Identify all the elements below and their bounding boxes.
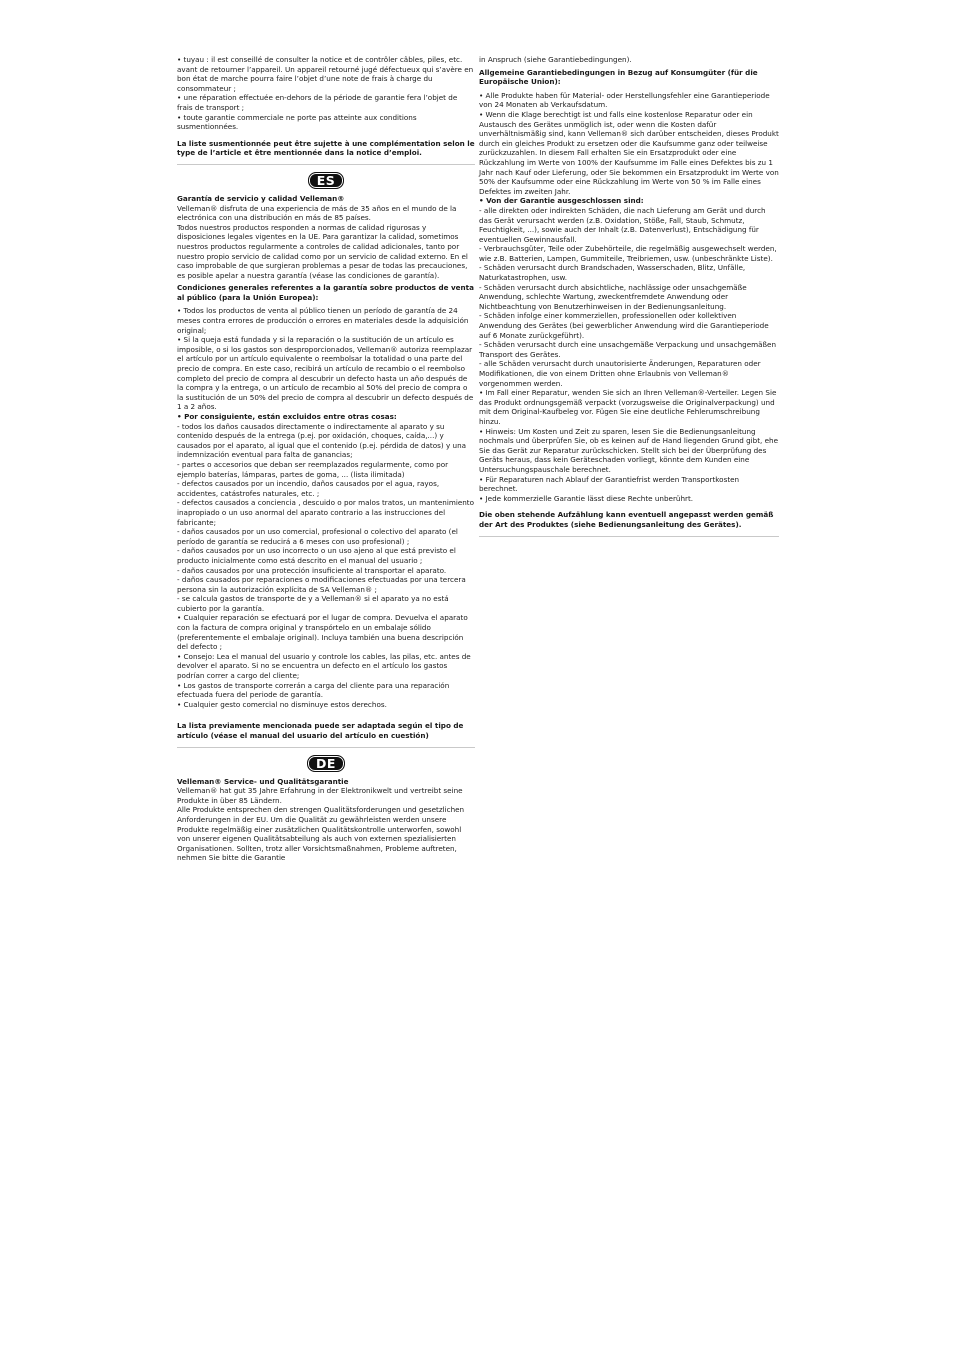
list-item: - Schäden verursacht durch Brandschaden, Wasserschaden, Blitz, Unfälle, Naturkatastrophen, usw.: [479, 263, 746, 283]
list-item: - Schäden verursacht durch absichtliche, nachlässige oder unsachgemäße Anwendung, schlechte Wartung, zweckentfremdete Anwendung oder Nichtbeachtung von Benutzerhinweisen in der Bedienungsanleitung.: [479, 282, 747, 311]
list-item: - alle direkten oder indirekten Schäden, die nach Lieferung am Gerät und durch das Gerät verursacht werden (z.B. Oxidation, Stöße, Fall, Staub, Schmutz, Feuchtigkeit, ...), sowie auch der Inhalt (z.B. Datenverlust), Entschädigung für eventuellen Gewinnausfall.: [479, 205, 766, 244]
list-item: • Si la queja está fundada y si la reparación o la sustitución de un artículo es imposible, o si los gastos son desproporcionados, Velleman® autoriza reemplazar el artículo por un artículo equivalente o reembolsar la totalidad o una parte del precio de compra. En este caso, recibirá un artículo de recambio o el reembolso completo del precio de compra al descubrir un defecto hasta un año después de la compra y la entrega, o un artículo de recambio al 50% del precio de compra o la sustitución de un 50% del precio de compra al descubrir un defecto después de 1 a 2 años.: [177, 335, 474, 412]
list-item: • Wenn die Klage berechtigt ist und falls eine kostenlose Reparatur oder ein Austausch des Gerätes unmöglich ist, oder wenn die Kosten dafür unverhältnismäßig sind, kann Velleman® sich darüber entscheiden, dieses Produkt durch ein gleiches Produkt zu ersetzen oder die Kaufsumme ganz oder teilweise zurückzuzahlen. In diesem Fall erhalten Sie ein Ersatzprodukt oder eine Rückzahlung im Werte von 100% der Kaufsumme im Falle eines Defektes bis zu 1 Jahr nach Kauf oder Lieferung, oder Sie bekommen ein Ersatzprodukt im Werte von 50% der Kaufsumme oder eine Rückzahlung im Werte von 50 % im Falle eines Defektes im zweiten Jahr.: [479, 109, 779, 196]
es-excluded-title: • Por consiguiente, están excluidos entre otras cosas:: [177, 412, 397, 421]
list-item: • Im Fall einer Reparatur, wenden Sie sich an Ihren Velleman®-Verteiler. Legen Sie das Produkt ordnungsgemäß verpackt (vorzugsweise die Originalverpackung) und mit dem Original-Kaufbeleg vor. Fügen Sie eine deutliche Fehlerumschreibung hinzu.: [479, 388, 777, 426]
section-divider: [479, 536, 779, 537]
list-item: • Für Reparaturen nach Ablauf der Garantiefrist werden Transportkosten berechnet.: [479, 474, 740, 494]
es-excluded-list: [177, 422, 475, 710]
list-item: • Cualquier gesto comercial no disminuye estos derechos.: [177, 699, 387, 709]
list-item: - alle Schäden verursacht durch unautorisierte Änderungen, Reparaturen oder Modifikationen, die von einem Dritten ohne Erlaubnis von Velleman® vorgenommen werden.: [479, 359, 761, 388]
list-item: • Alle Produkte haben für Material- oder Herstellungsfehler eine Garantieperiode von 24 Monaten ab Verkaufsdatum.: [479, 90, 770, 110]
paragraph: in Anspruch (siehe Garantiebedingungen).: [479, 55, 632, 64]
list-item: - todos los daños causados directamente o indirectamente al aparato y su contenido después de la entrega (p.ej. por oxidación, choques, caída,...) y causados por el aparato, al igual que el contenido (p.ej. pérdida de datos) y una indemnización eventual para falta de ganancias;: [177, 421, 467, 460]
list-item: • Los gastos de transporte correrán a carga del cliente para una reparación efectuada fuera del periode de garantía.: [177, 680, 450, 700]
section-divider: [177, 747, 475, 748]
fr-closing-note: La liste susmentionnée peut être sujette à une complémentation selon le type de l’article et être mentionnée dans la notice d’emploi.: [177, 138, 475, 158]
list-item: • Cualquier reparación se efectuará por el lugar de compra. Devuelva el aparato con la factura de compra original y transpórtelo en un embalaje sólido (preferentemente el embalaje original). Incluya también una buena descripción del defecto ;: [177, 613, 468, 652]
fr-warranty-list: [177, 55, 475, 132]
list-item: - Schäden infolge einer kommerziellen, professionellen oder kollektiven Anwendung des Gerätes (bei gewerblicher Anwendung wird die Garantieperiode auf 6 Monate zurückgeführt).: [479, 311, 769, 340]
de-badge-row: [177, 755, 475, 774]
es-badge-row: [177, 172, 475, 191]
list-item: - se calcula gastos de transporte de y a Velleman® si el aparato ya no está cubierto por la garantía.: [177, 594, 449, 613]
es-conditions-title: Condiciones generales referentes a la garantía sobre productos de venta al público (para la Unión Europea):: [177, 283, 474, 302]
list-item: • Consejo: Lea el manual del usuario y controle los cables, las pilas, etc. antes de devolver el aparato. Si no se encuentra un defecto en el artículo los gastos podrían correr a cargo del cliente;: [177, 651, 471, 681]
es-section-title: Garantía de servicio y calidad Velleman®: [177, 193, 345, 203]
de-section-title: Velleman® Service- und Qualitätsgarantie: [177, 776, 349, 786]
es-language-badge: ES: [308, 172, 345, 189]
paragraph: Velleman® disfruta de una experiencia de más de 35 años en el mundo de la electrónica con una distribución en más de 85 países.: [177, 203, 457, 223]
list-item: - Schäden verursacht durch eine unsachgemäße Verpackung und unsachgemäßen Transport des Gerätes.: [479, 340, 777, 359]
right-column: [479, 55, 779, 544]
list-item: • Hinweis: Um Kosten und Zeit zu sparen, lesen Sie die Bedienungsanleitung nochmals und überprüfen Sie, ob es keinen auf de Hand liegenden Grund gibt, ehe Sie das Gerät zur Reparatur zurückschicken. Stellt sich bei der Überprüfung des Geräts heraus, dass kein Geräteschaden vorliegt, könnte dem Kunden eine Untersuchungspauschale berechnet.: [479, 426, 779, 474]
list-item: • Todos los productos de venta al público tienen un período de garantía de 24 meses contra errores de producción o errores en materiales desde la adquisición original;: [177, 306, 469, 335]
de-excluded-list: [479, 206, 779, 503]
list-item: • toute garantie commerciale ne porte pas atteinte aux conditions susmentionnées.: [177, 112, 417, 132]
list-item: - daños causados por una protección insuficiente al transportar el aparato.: [177, 565, 447, 575]
es-closing-note: La lista previamente mencionada puede ser adaptada según el tipo de artículo (véase el manual del usuario del artículo en cuestión): [177, 721, 464, 740]
list-item: • Jede kommerzielle Garantie lässt diese Rechte unberührt.: [479, 493, 694, 503]
de-conditions-list: [479, 91, 779, 197]
list-item: • une réparation effectuée en-dehors de la période de garantie fera l’objet de frais de transport ;: [177, 93, 458, 112]
list-item: - daños causados por un uso incorrecto o un uso ajeno al que está previsto el producto inicialmente como está descrito en el manual del usuario ;: [177, 546, 456, 565]
de-language-badge: DE: [307, 755, 345, 772]
list-item: • tuyau : il est conseillé de consulter la notice et de contrôler câbles, piles, etc. avant de retourner l’appareil. Un appareil retourné jugé défectueux qui s’avère en bon état de marche pourra faire l’objet d’une note de frais à charge du consommateur ;: [177, 55, 474, 93]
list-item: - partes o accesorios que deban ser reemplazados regularmente, como por ejemplo baterías, lámparas, partes de goma, ... (lista ilimitada): [177, 459, 449, 479]
paragraph: Alle Produkte entsprechen den strengen Qualitätsforderungen und gesetzlichen Anforderungen in der EU. Um die Qualität zu gewährleisten werden unsere Produkte regelmäßig einer zusätzlichen Qualitätskontrolle unterworfen, sowohl von unserer eigenen Qualitätsabteilung als auch von externen spezialisierten Organisationen. Sollten, trotz aller Vorsichtsmaßnahmen, Probleme auftreten, nehmen Sie bitte die Garantie: [177, 805, 465, 863]
left-column: [177, 55, 475, 863]
paragraph: Todos nuestros productos responden a normas de calidad rigurosas y disposiciones legales vigentes en la UE. Para garantizar la calidad, sometimos nuestros productos regularmente a controles de calidad adicionales, tanto por nuestro propio servicio de calidad como por un servicio de calidad externo. En el caso improbable de que surgieran problemas a pesar de todas las precauciones, es posible apelar a nuestra garantía (véase las condiciones de garantía).: [177, 222, 468, 280]
de-conditions-title: Allgemeine Garantiebedingungen in Bezug auf Konsumgüter (für die Europäische Union):: [479, 67, 758, 87]
list-item: - defectos causados por un incendio, daños causados por el agua, rayos, accidentes, catástrofes naturales, etc. ;: [177, 479, 440, 498]
section-divider: [177, 164, 475, 165]
paragraph: Velleman® hat gut 35 Jahre Erfahrung in der Elektronikwelt und vertreibt seine Produkte in über 85 Ländern.: [177, 786, 463, 805]
es-conditions-list: [177, 306, 475, 412]
list-item: - Verbrauchsgüter, Teile oder Zubehörteile, die regelmäßig ausgewechselt werden, wie z.B. Batterien, Lampen, Gummiteile, Treibriemen, usw. (unbeschränkte Liste).: [479, 244, 777, 263]
list-item: - defectos causados a conciencia , descuido o por malos tratos, un mantenimiento inapropiado o un uso anormal del aparato contrario a las instrucciones del fabricante;: [177, 498, 475, 527]
de-excluded-title: • Von der Garantie ausgeschlossen sind:: [479, 196, 644, 206]
list-item: - daños causados por reparaciones o modificaciones efectuadas por una tercera persona sin la autorización explícita de SA Velleman® ;: [177, 575, 466, 594]
list-item: - daños causados por un uso comercial, profesional o colectivo del aparato (el período de garantía se reducirá a 6 meses con uso profesional) ;: [177, 527, 458, 546]
de-closing-note: Die oben stehende Aufzählung kann eventuell angepasst werden gemäß der Art des Produktes (siehe Bedienungsanleitung des Gerätes).: [479, 510, 774, 529]
